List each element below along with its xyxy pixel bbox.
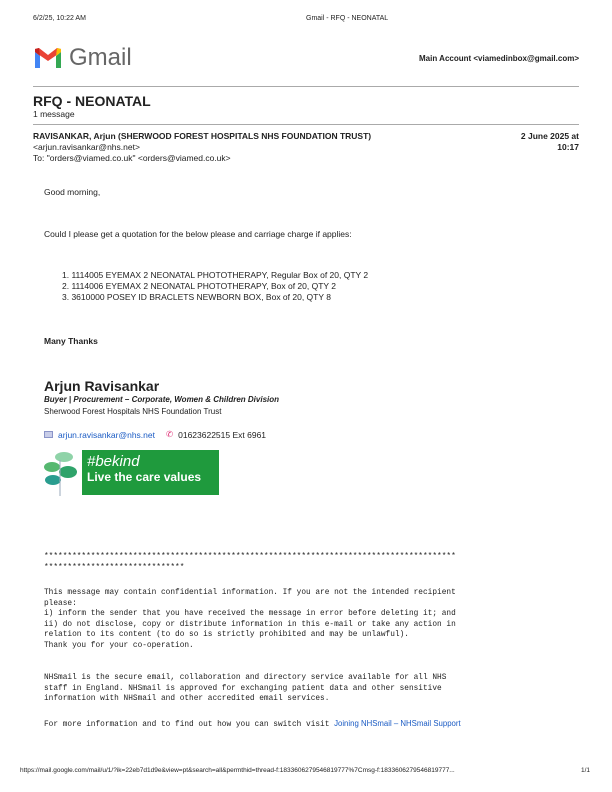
signature-name: Arjun Ravisankar — [44, 378, 160, 394]
banner-hashtag: #bekind — [87, 453, 140, 470]
disclaimer-more-info — [44, 719, 461, 731]
gmail-wordmark: Gmail — [69, 44, 132, 71]
nhsmail-support-link[interactable]: Joining NHSmail – NHSmail Support — [334, 719, 461, 728]
message-count: 1 message — [33, 109, 75, 119]
more-info-text: For more information and to find out how you can switch visit — [44, 721, 335, 729]
signature-email-link[interactable]: arjun.ravisankar@nhs.net — [58, 429, 155, 440]
thread-subject: RFQ - NEONATAL — [33, 93, 151, 109]
greeting: Good morning, — [44, 187, 101, 197]
account-label: Main Account <viamedinbox@gmail.com> — [419, 54, 579, 63]
recipient: To: "orders@viamed.co.uk" <orders@viamed.co.uk> — [33, 153, 231, 163]
disclaimer-stars: **************************************************************************************** ****************************** — [44, 553, 456, 572]
gmail-logo — [33, 44, 132, 72]
sign-off: Many Thanks — [44, 336, 98, 346]
divider — [33, 86, 579, 87]
signature-phone: 01623622515 Ext 6961 — [178, 429, 267, 440]
gmail-m-icon — [33, 46, 63, 70]
item-list — [62, 270, 368, 303]
divider — [33, 124, 579, 125]
print-title: Gmail - RFQ - NEONATAL — [306, 15, 389, 22]
sender-name: RAVISANKAR, Arjun (SHERWOOD FOREST HOSPITALS NHS FOUNDATION TRUST) — [33, 131, 372, 141]
time-text: 10:17 — [557, 142, 579, 152]
signature-role: Buyer | Procurement – Corporate, Women & Children Division — [44, 395, 280, 404]
message-header — [33, 131, 371, 164]
email-icon — [44, 431, 53, 438]
bekind-banner — [82, 450, 219, 495]
disclaimer-confidential: This message may contain confidential information. If you are not the intended recipient please: i) inform the sender that you have received the message in error before deleting it; and ii) do not disclose, copy or distribute information in this e-mail or take any action in relation to its content (to do so is strictly prohibited and may be unlawful). Thank you for your co-operation. — [44, 589, 456, 650]
list-item: 3. 3610000 POSEY ID BRACLETS NEWBORN BOX, Box of 20, QTY 8 — [62, 292, 331, 302]
banner-text: Live the care values — [87, 470, 202, 484]
disclaimer-nhsmail: NHSmail is the secure email, collaboration and directory service available for all NHS staff in England. NHSmail is approved for exchanging patient data and other sensitive information with NHSmail and other accredited email services. — [44, 674, 447, 703]
request-text: Could I please get a quotation for the below please and carriage charge if applies: — [44, 229, 352, 239]
list-item: 1. 1114005 EYEMAX 2 NEONATAL PHOTOTHERAPY, Regular Box of 20, QTY 2 — [62, 270, 369, 280]
phone-icon: ✆ — [165, 429, 174, 439]
list-item: 2. 1114006 EYEMAX 2 NEONATAL PHOTOTHERAPY, Box of 20, QTY 2 — [62, 281, 337, 291]
sender-email: <arjun.ravisankar@nhs.net> — [33, 142, 140, 152]
print-datetime: 6/2/25, 10:22 AM — [33, 15, 86, 22]
print-footer-url: https://mail.google.com/mail/u/1/?ik=22eb7d1d9e&view=pt&search=all&permthid=thread-f:1833606279546819777%7Cmsg-f:1833606279546819777... — [20, 767, 455, 774]
page-number: 1/1 — [580, 767, 590, 774]
signature-org: Sherwood Forest Hospitals NHS Foundation Trust — [44, 407, 222, 416]
signature-contact — [44, 429, 266, 440]
tree-icon — [42, 450, 78, 496]
date-text: 2 June 2025 at — [520, 131, 579, 141]
message-date — [521, 131, 579, 153]
